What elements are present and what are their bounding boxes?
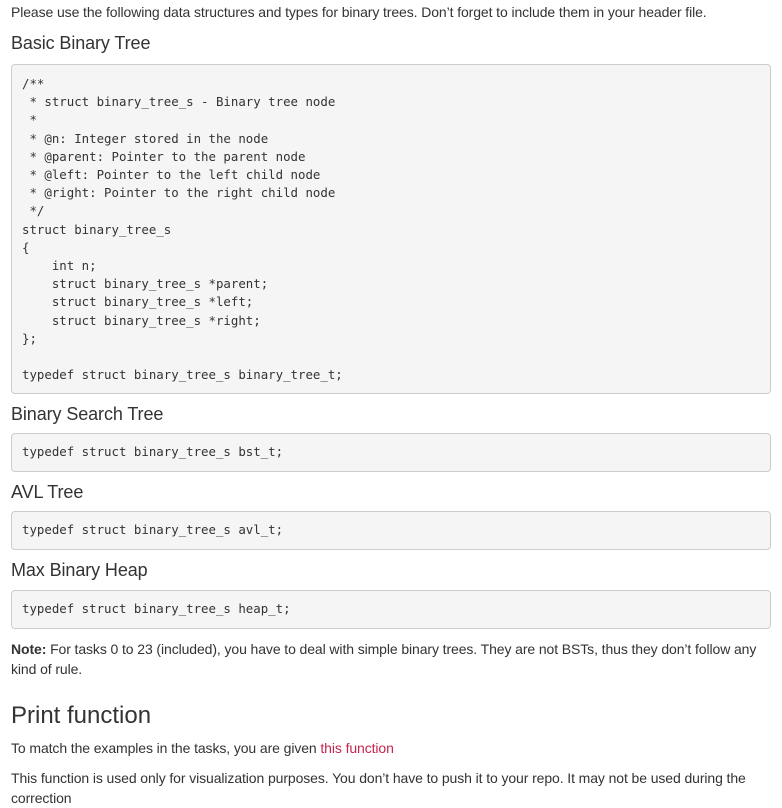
note-label: Note: [11,641,47,657]
note-text: For tasks 0 to 23 (included), you have to deal with simple binary trees. They are not BSTs, thus they don’t follow any kind of rule. [11,641,757,677]
visualization-note: This function is used only for visualization purposes. You don’t have to push it to your repo. It may not be used during the correction [11,770,746,806]
heading-max-binary-heap: Max Binary Heap [11,560,148,580]
code-block-basic-binary-tree: /** * struct binary_tree_s - Binary tree node * * @n: Integer stored in the node * @parent: Pointer to the parent node * @left: Pointer to the left child node * @right: Pointer to the right child node */ struct binary_tree_s { int n; struct binary_tree_s *parent; struct binary_tree_s *left; struct binary_tree_s *right; }; typedef struct binary_tree_s binary_tree_t; [11,64,771,394]
code-block-bst: typedef struct binary_tree_s bst_t; [11,433,771,472]
code-block-heap: typedef struct binary_tree_s heap_t; [11,590,771,629]
this-function-link[interactable]: this function [320,740,394,756]
intro-text: Please use the following data structures and types for binary trees. Don’t forget to include them in your header file. [11,4,707,20]
page-content [11,0,771,808]
heading-print-function: Print function [11,702,152,729]
note-paragraph [11,639,771,679]
print-function-intro [11,738,771,758]
code-block-avl: typedef struct binary_tree_s avl_t; [11,511,771,550]
heading-basic-binary-tree: Basic Binary Tree [11,33,151,53]
heading-avl-tree: AVL Tree [11,482,84,502]
heading-binary-search-tree: Binary Search Tree [11,404,164,424]
print-function-intro-text: To match the examples in the tasks, you are given [11,740,321,756]
